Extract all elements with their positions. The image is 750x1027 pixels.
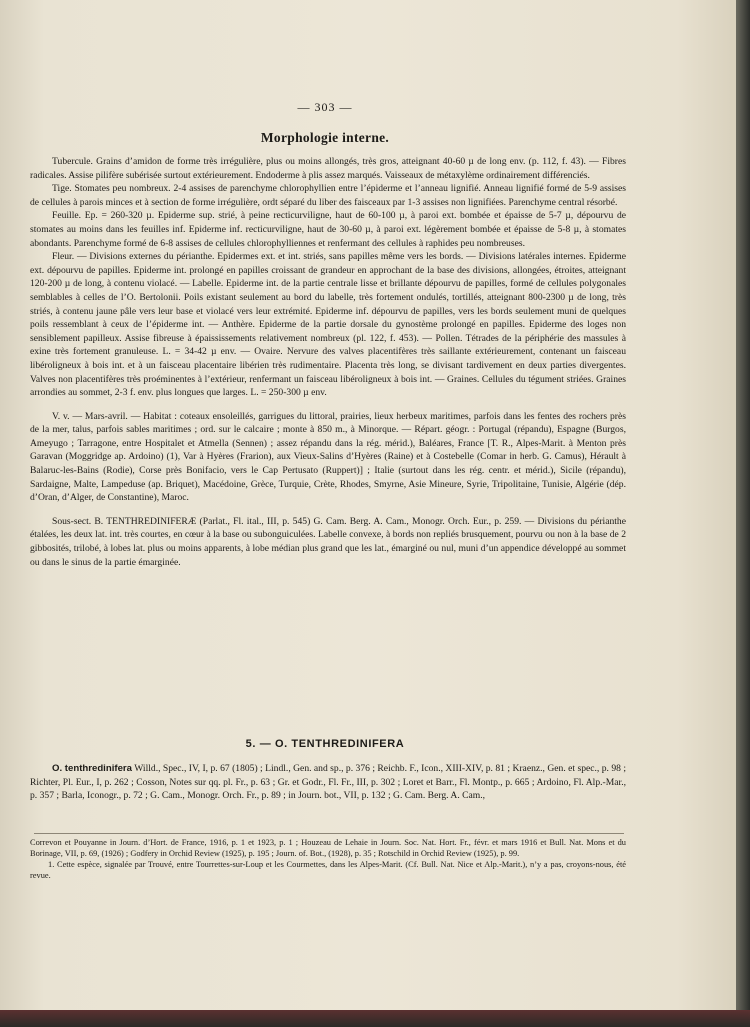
synonymy-paragraph (30, 762, 626, 803)
paragraph-fleur: Fleur. — Divisions externes du périanthe. Epidermes ext. et int. striés, sans papilles même vers les bords. — Divisions latérales internes. Epiderme ext. dépourvu de papilles. Epiderme int. prolongé en papilles croissant de grandeur en approchant de la base des divisions, allongées, étroites, atteignant 120-200 µ de long, à contenu violacé. — Labelle. Epiderme int. de la partie centrale lisse et brillante dépourvu de papilles, formé de cellules polygonales semblables à celles de l’O. Bertolonii. Poils existant seulement au bord du labelle, très fortement ondulés, tortillés, atteignant 800-2300 µ de long, très striés, à contenu jaune pâle vers leur base et violacé vers leur extrémité. Epiderme inf. dépourvu de papilles, vers les bords seulement muni de quelques poils ressemblant à ceux de l’épiderme int. — Anthère. Epiderme de la partie dorsale du gynostème prolongé en papilles. Epiderme des loges non sensiblement papilleux. Assise fibreuse à épaississements relativement nombreux (pl. 122, f. 453). — Pollen. Tétrades de la périphérie des massules à exine très fortement granuleuse. L. = 34-42 µ env. — Ovaire. Nervure des valves placentifères très saillante extérieurement, contenant un faisceau libéroligneux à bois int. et à un faisceau placentaire libérien très rudimentaire. Placenta très long, se divisant tardivement en deux parties divergentes. Valves non placentifères très proéminentes à l’extérieur, renfermant un faisceau libéroligneux à bois int. — Graines. Cellules du tégument striées. Graines arrondies au sommet, 2-3 f. env. plus longues que larges. L. = 250-300 µ env. (30, 251, 626, 399)
paragraph-habitat: V. v. — Mars-avril. — Habitat : coteaux ensoleillés, garrigues du littoral, prairies, lieux herbeux maritimes, parfois dans les fentes des rochers près de la mer, talus, parfois sables maritimes ; ord. sur le calcaire ; monte à 850 m., à Minorque. — Répart. géogr. : Portugal (répandu), Espagne (Burgos, Ameyugo ; Tarragone, entre Hospitalet et Atmella (Sennen) ; assez répandu dans la rég. mérid.), Baléares, France [T. R., Alpes-Marit. à Menton près Garavan (Moggridge ap. Ardoino) (1), Var à Hyères (Frarion), aux Vieux-Salins d’Hyères (Raine) et à Costebelle (Comar in herb. G. Camus), Hérault à Balaruc-les-Bains (Rodie), Corse près Bonifacio, vers le Cap Pertusato (Ruppert)] ; Italie (surtout dans les rég. centr. et mérid.), Sicile (répandu), Sardaigne, Malte, Lampeduse (ap. Briquet), Macédoine, Grèce, Turquie, Crète, Rhodes, Smyrne, Asie Mineure, Syrie, Tripolitaine, Tunisie, Algérie (dép. d’Oran, d’Alger, de Constantine), Maroc. (30, 410, 626, 504)
synonymy-species-name: O. tenthredinifera (52, 763, 132, 774)
book-binding-edge (736, 0, 750, 1027)
paragraph-tige: Tige. Stomates peu nombreux. 2-4 assises de parenchyme chlorophyllien entre l’épiderme et l’anneau lignifié. Anneau lignifié formé de 5-9 assises de cellules à parois minces et à section de forme irrégulière, ordt séparé du liber des faisceaux par 1-3 assises non lignifiées. Parenchyme central résorbé. (30, 183, 626, 208)
footnotes (30, 837, 626, 881)
synonymy-references: Willd., Spec., IV, I, p. 67 (1805) ; Lindl., Gen. and sp., p. 376 ; Reichb. F., Icon., XIII-XIV, p. 81 ; Kraenz., Gen. et spec., p. 98 ; Richter, Pl. Eur., I, p. 262 ; Cosson, Notes sur qq. pl. Fr., p. 63 ; Gr. et Godr., Fl. Fr., III, p. 302 ; Loret et Barr., Fl. Montp., p. 665 ; Ardoino, Fl. Alp.-Mar., p. 357 ; Barla, Iconogr., p. 72 ; G. Cam., Monogr. Orch. Fr., p. 89 ; in Journ. bot., VII, p. 132 ; G. Cam. Berg. A. Cam., (30, 763, 626, 802)
section-title: Morphologie interne. (260, 130, 390, 145)
paragraph-feuille: Feuille. Ep. = 260-320 µ. Epiderme sup. strié, à peine recticurviligne, haut de 60-100 µ, à paroi ext. bombée et épaisse de 5-7 µ, dépourvu de stomates au moins dans les feuilles inf. Epiderme inf. recticurviligne, haut de 30-60 µ, à paroi ext. légèrement bombée et épaisse de 5-8 µ, à stomates abondants. Parenchyme formé de 6-8 assises de cellules chlorophylliennes et renfermant des cellules à raphides peu nombreuses. (30, 210, 626, 249)
footnote-divider (34, 833, 624, 834)
page-number: — 303 — (297, 100, 353, 114)
paragraph-sous-section: Sous-sect. B. TENTHREDINIFERÆ (Parlat., Fl. ital., III, p. 545) G. Cam. Berg. A. Cam., Monogr. Orch. Eur., p. 259. — Divisions du périanthe étalées, les deux lat. int. très courtes, en cœur à la base ou subonguiculées. Labelle convexe, à bords non repliés brusquement, pourvu ou non à la base de 2 gibbosités, trilobé, à lobes lat. plus ou moins apparents, à lobe médian plus grand que les lat., émarginé ou nul, muni d’un appendice développé au sommet ou dans le sinus de la partie émarginée. (30, 515, 626, 568)
species-heading: 5. — O. TENTHREDINIFERA (245, 738, 405, 750)
book-bottom-edge (0, 1010, 750, 1027)
footnote-continuation: Correvon et Pouyanne in Journ. d’Hort. de France, 1916, p. 1 et 1923, p. 1 ; Houzeau de Lehaie in Journ. Soc. Nat. Hort. Fr., févr. et mars 1916 et Bull. Nat. Mons et du Borinage, VII, p. 69, (1926) ; Godfery in Orchid Review (1925), p. 195 ; Journ. of. Bot., (1928), p. 35 ; Rotschild in Orchid Review (1925), p. 99. (30, 838, 626, 858)
footnote-1: 1. Cette espèce, signalée par Trouvé, entre Tourrettes-sur-Loup et les Courmettes, dans les Alpes-Marit. (Cf. Bull. Nat. Nice et Alp.-Marit.), n’y a pas, croyons-nous, été revue. (30, 860, 626, 880)
main-text (30, 155, 626, 569)
paragraph-tubercule: Tubercule. Grains d’amidon de forme très irrégulière, plus ou moins allongés, très gros, atteignant 40-60 µ de long env. (p. 112, f. 43). — Fibres radicales. Assise pilifère subérisée surtout extérieurement. Endoderme à plis assez marqués. Vaisseaux de métaxylème ordinairement différenciés. (30, 156, 626, 181)
synonymy-block (30, 762, 626, 803)
